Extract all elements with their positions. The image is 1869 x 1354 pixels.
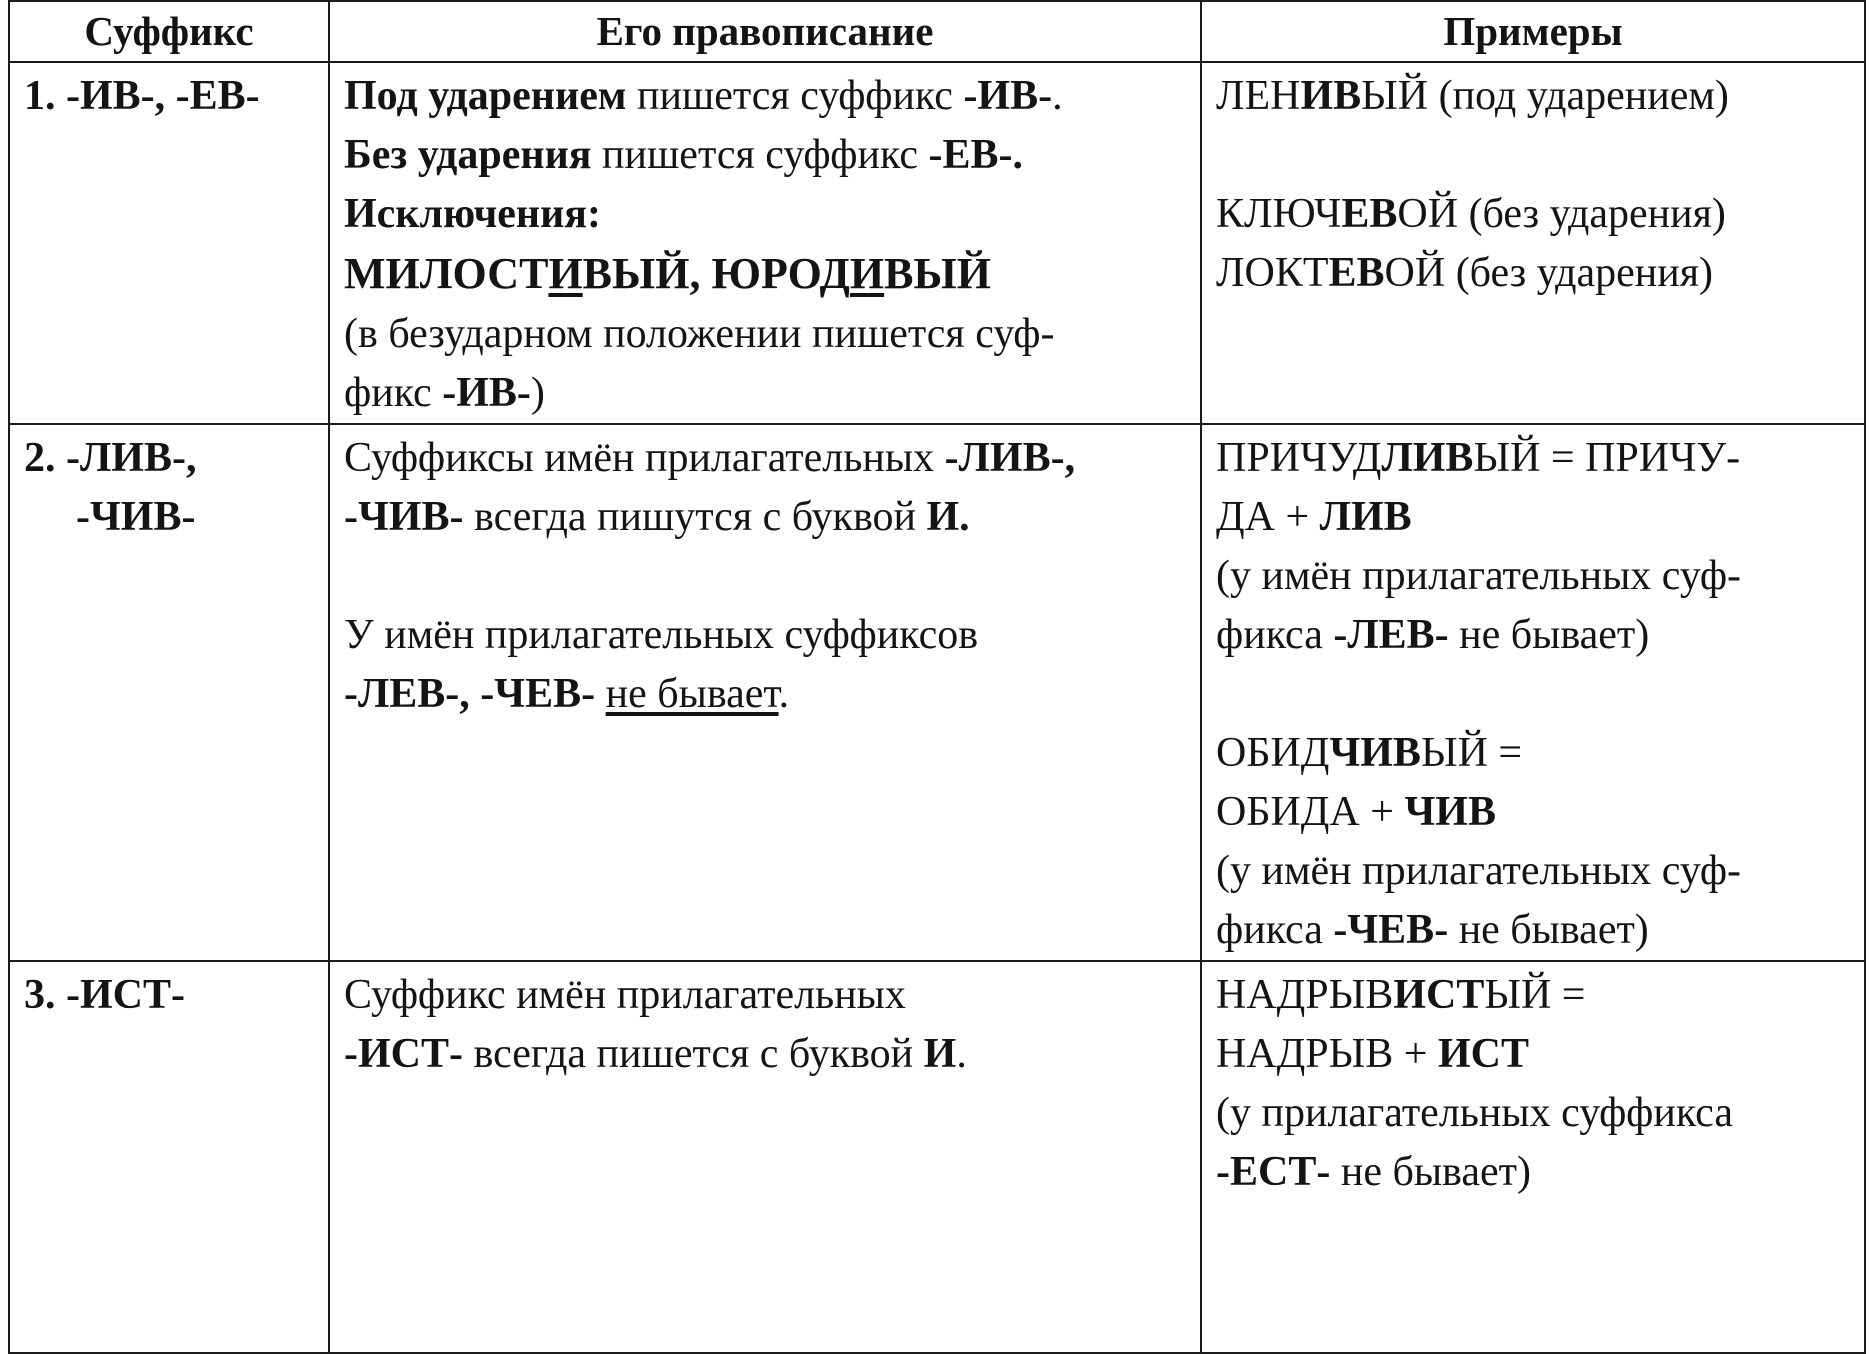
text-segment: У имён прилагательных суффиксов bbox=[344, 612, 979, 658]
suffix-cell bbox=[9, 961, 329, 1353]
text-segment: фикса bbox=[1216, 907, 1334, 953]
text-segment: ЫЙ = bbox=[1484, 972, 1586, 1018]
rule-line bbox=[344, 364, 1186, 423]
text-segment: не бывает) bbox=[1448, 907, 1649, 953]
text-segment: ) bbox=[530, 370, 545, 416]
text-segment: ЫЙ (под ударением) bbox=[1361, 73, 1729, 119]
text-segment: Суффикс имён прилагательных bbox=[344, 972, 906, 1018]
rule-line bbox=[344, 606, 1186, 665]
example-line bbox=[1216, 606, 1850, 665]
examples-cell bbox=[1201, 961, 1865, 1353]
bold-text: МИЛОСТ bbox=[344, 249, 549, 298]
bold-text: -ЛЕВ- bbox=[1333, 612, 1449, 658]
bold-text: -ЕВ-. bbox=[928, 132, 1023, 178]
rule-line bbox=[344, 488, 1186, 547]
examples-cell bbox=[1201, 424, 1865, 961]
suffix-label: -ЧИВ- bbox=[76, 494, 196, 540]
rule-line bbox=[344, 244, 1186, 305]
rule-line bbox=[344, 67, 1186, 126]
text-segment: фикса bbox=[1216, 612, 1334, 658]
example-line bbox=[1216, 547, 1850, 606]
bold-text: Под ударением bbox=[344, 73, 627, 119]
bold-text: -ИВ- bbox=[442, 370, 531, 416]
bold-text: -ЧИВ- bbox=[344, 494, 464, 540]
text-segment: ЛЕН bbox=[1216, 73, 1301, 119]
bold-text: ЛИВ bbox=[1381, 435, 1474, 481]
bold-text: -ЕСТ- bbox=[1216, 1149, 1331, 1195]
bold-text: -ЧЕВ- bbox=[1333, 907, 1449, 953]
text-segment: НАДРЫВ + bbox=[1216, 1031, 1438, 1077]
text-segment: ЛОКТ bbox=[1216, 250, 1329, 296]
rule-line bbox=[344, 305, 1186, 364]
text-segment: ДА + bbox=[1216, 494, 1320, 540]
example-line bbox=[1216, 783, 1850, 842]
suffix-label: 1. -ИВ-, -ЕВ- bbox=[24, 73, 260, 119]
text-segment: ОЙ (без ударения) bbox=[1397, 191, 1726, 237]
table-row bbox=[9, 62, 1865, 424]
rule-line bbox=[344, 429, 1186, 488]
bold-text: -ЛИВ-, bbox=[944, 435, 1076, 481]
example-line bbox=[1216, 429, 1850, 488]
example-line bbox=[1216, 724, 1850, 783]
bold-text: ИВ bbox=[1300, 73, 1362, 119]
text-segment: НАДРЫВ bbox=[1216, 972, 1394, 1018]
rule-line bbox=[344, 185, 1186, 244]
bold-text: ЕВ bbox=[1328, 250, 1385, 296]
bold-text: -ЛЕВ-, -ЧЕВ- bbox=[344, 671, 596, 717]
bold-text: ИСТ bbox=[1438, 1031, 1530, 1077]
spelling-rule-cell bbox=[329, 961, 1201, 1353]
suffix-label: 2. -ЛИВ-, bbox=[24, 435, 197, 481]
bold-text: -ИСТ- bbox=[344, 1031, 463, 1077]
spelling-rule-cell bbox=[329, 62, 1201, 424]
example-line bbox=[1216, 966, 1850, 1025]
text-segment: фикс bbox=[344, 370, 443, 416]
example-line bbox=[1216, 842, 1850, 901]
text-segment: не бывает) bbox=[1330, 1149, 1531, 1195]
bold-text: ЧИВ bbox=[1329, 730, 1421, 776]
text-segment: ОЙ (без ударения) bbox=[1384, 250, 1714, 296]
text-segment: КЛЮЧ bbox=[1216, 191, 1342, 237]
rule-line bbox=[344, 1025, 1186, 1084]
example-line bbox=[1216, 1084, 1850, 1143]
table-row bbox=[9, 424, 1865, 961]
text-segment: . bbox=[956, 1031, 967, 1077]
example-line bbox=[1216, 185, 1850, 244]
spelling-rule-cell bbox=[329, 424, 1201, 961]
header-suffix: Суффикс bbox=[9, 1, 329, 62]
text-segment: (у имён прилагательных суф- bbox=[1216, 848, 1742, 894]
text-segment: не бывает) bbox=[1448, 612, 1650, 658]
suffix-cell bbox=[9, 424, 329, 961]
bold-text: ИСТ bbox=[1393, 972, 1485, 1018]
bold-text: ЧИВ bbox=[1404, 789, 1496, 835]
text-segment: ОБИД bbox=[1216, 730, 1330, 776]
text-segment: ОБИДА + bbox=[1216, 789, 1405, 835]
header-row bbox=[9, 1, 1865, 62]
suffix-rules-table bbox=[8, 0, 1866, 1354]
text-segment: всегда пишутся с буквой bbox=[463, 494, 927, 540]
bold-text: -ИВ- bbox=[963, 73, 1053, 119]
example-line bbox=[1216, 244, 1850, 303]
text-segment: не бывает bbox=[605, 671, 779, 717]
text-segment: ЫЙ = bbox=[1420, 730, 1523, 776]
rule-line bbox=[344, 966, 1186, 1025]
text-segment: . bbox=[1052, 73, 1063, 119]
header-examples: Примеры bbox=[1201, 1, 1865, 62]
table-row bbox=[9, 961, 1865, 1353]
examples-cell bbox=[1201, 62, 1865, 424]
example-line bbox=[1216, 67, 1850, 126]
text-segment: (у имён прилагательных суф- bbox=[1216, 553, 1742, 599]
bold-text: ЛИВ bbox=[1319, 494, 1412, 540]
example-line bbox=[1216, 901, 1850, 960]
example-line bbox=[1216, 1143, 1850, 1202]
bold-text: И bbox=[849, 249, 885, 298]
text-segment: ПРИЧУД bbox=[1216, 435, 1382, 481]
suffix-cell bbox=[9, 62, 329, 424]
example-line bbox=[1216, 1025, 1850, 1084]
header-spelling: Его правописание bbox=[329, 1, 1201, 62]
text-segment: всегда пишется с буквой bbox=[463, 1031, 924, 1077]
suffix-label: 3. -ИСТ- bbox=[24, 972, 185, 1018]
bold-text: И bbox=[548, 249, 583, 298]
rule-line bbox=[344, 665, 1186, 724]
bold-text: И bbox=[923, 1031, 957, 1077]
bold-text: ЕВ bbox=[1341, 191, 1398, 237]
text-segment: . bbox=[778, 671, 790, 717]
blank-line bbox=[1216, 126, 1850, 185]
table-header bbox=[9, 1, 1865, 62]
text-segment: Суффиксы имён прилагательных bbox=[344, 435, 945, 481]
bold-text: ВЫЙ, ЮРОД bbox=[582, 249, 850, 298]
text-segment: (в безударном положении пишется суф- bbox=[344, 311, 1055, 357]
bold-text: И. bbox=[926, 494, 970, 540]
table-body bbox=[9, 62, 1865, 1353]
text-segment: пишется суффикс bbox=[626, 73, 964, 119]
text-segment: ЫЙ = ПРИЧУ- bbox=[1473, 435, 1741, 481]
text-segment bbox=[595, 671, 606, 717]
rule-line bbox=[344, 126, 1186, 185]
blank-line bbox=[1216, 665, 1850, 724]
bold-text: Исключения: bbox=[344, 191, 602, 237]
text-segment: (у прилагательных суффикса bbox=[1216, 1090, 1733, 1136]
bold-text: ВЫЙ bbox=[884, 249, 991, 298]
bold-text: Без ударения bbox=[344, 132, 592, 178]
example-line bbox=[1216, 488, 1850, 547]
text-segment: пишется суффикс bbox=[591, 132, 929, 178]
blank-line bbox=[344, 547, 1186, 606]
